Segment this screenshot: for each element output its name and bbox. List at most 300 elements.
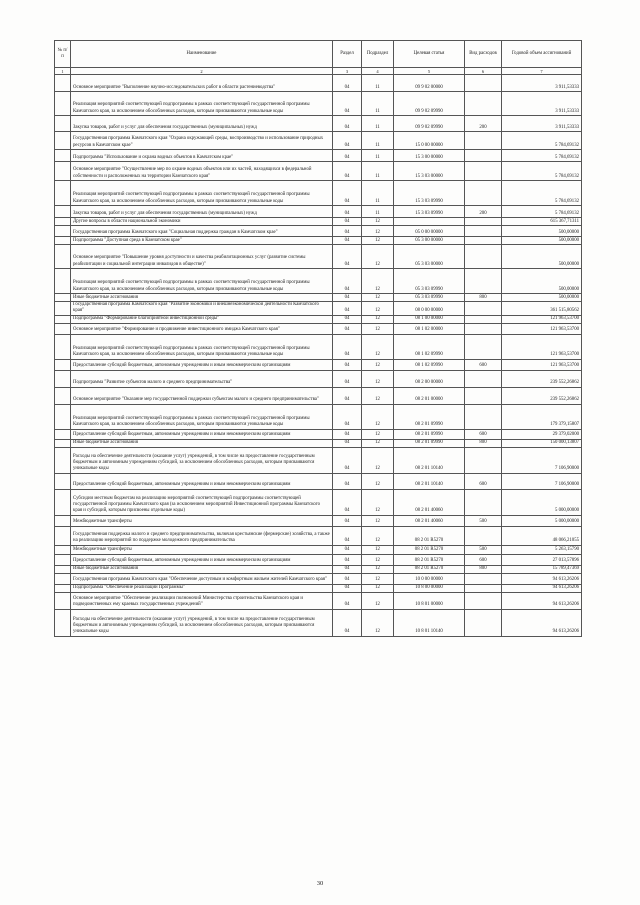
row-expense-type bbox=[465, 218, 502, 226]
row-podrazdel: 12 bbox=[362, 226, 394, 237]
header-podrazdel: Подраздел bbox=[362, 41, 394, 68]
row-expense-type bbox=[465, 162, 502, 181]
column-number: 4 bbox=[362, 68, 394, 75]
row-razdel: 04 bbox=[333, 237, 362, 245]
row-podrazdel: 11 bbox=[362, 116, 394, 132]
row-razdel: 04 bbox=[333, 489, 362, 515]
column-number: 6 bbox=[465, 68, 502, 75]
row-number bbox=[55, 150, 71, 162]
row-expense-type: 600 bbox=[465, 359, 502, 370]
row-expense-type: 200 bbox=[465, 116, 502, 132]
row-expense-type bbox=[465, 609, 502, 636]
row-amount: 239 552,26862 bbox=[502, 370, 582, 387]
row-amount: 500,00000 bbox=[502, 226, 582, 237]
row-name: Предоставление субсидий бюджетным, автономным учреждениям и иным некоммерческим организациям bbox=[71, 359, 333, 370]
row-number bbox=[55, 75, 71, 92]
row-amount: 121 963,53700 bbox=[502, 323, 582, 334]
row-target-article: 08 2 01 09990 bbox=[394, 439, 465, 447]
row-podrazdel: 12 bbox=[362, 573, 394, 584]
row-target-article: 08 2 01 R5270 bbox=[394, 545, 465, 554]
row-target-article: 15 3 03 00000 bbox=[394, 162, 465, 181]
row-name: Реализация мероприятий соответствующей подпрограммы в рамках соответствующей государственной программы Камчатского края, за исключением обособленных расходов, которым присваиваются уникальные коды bbox=[71, 334, 333, 359]
table-row bbox=[55, 226, 582, 237]
table-row bbox=[55, 315, 582, 323]
row-target-article: 10 8 00 00000 bbox=[394, 584, 465, 592]
table-row bbox=[55, 489, 582, 515]
row-target-article: 08 2 01 40060 bbox=[394, 489, 465, 515]
header-target-article: Целевая статья bbox=[394, 41, 465, 68]
row-amount: 5 784,69132 bbox=[502, 132, 582, 150]
table-row bbox=[55, 526, 582, 545]
row-podrazdel: 12 bbox=[362, 489, 394, 515]
row-amount: 500,00000 bbox=[502, 269, 582, 294]
row-amount: 48 066,21055 bbox=[502, 526, 582, 545]
table-row bbox=[55, 302, 582, 316]
row-name: Основное мероприятие "Осуществление мер по охране водных объектов или их частей, находящихся в федеральной собственности и расположенных на территории Камчатского края" bbox=[71, 162, 333, 181]
row-razdel: 04 bbox=[333, 545, 362, 554]
row-amount: 361 515,80562 bbox=[502, 302, 582, 316]
row-amount: 3 911,53333 bbox=[502, 116, 582, 132]
row-name: Основное мероприятие "Выполнение научно-исследовательских работ в области растениеводства" bbox=[71, 75, 333, 92]
row-target-article: 08 1 00 00000 bbox=[394, 315, 465, 323]
row-target-article: 08 0 00 00000 bbox=[394, 302, 465, 316]
row-number bbox=[55, 526, 71, 545]
row-razdel: 04 bbox=[333, 439, 362, 447]
table-row bbox=[55, 370, 582, 387]
row-expense-type bbox=[465, 245, 502, 269]
row-razdel: 04 bbox=[333, 323, 362, 334]
row-target-article: 08 2 01 40060 bbox=[394, 515, 465, 526]
table-row bbox=[55, 116, 582, 132]
table-row bbox=[55, 218, 582, 226]
row-razdel: 04 bbox=[333, 515, 362, 526]
row-expense-type bbox=[465, 526, 502, 545]
row-target-article: 05 3 03 00000 bbox=[394, 245, 465, 269]
header-name: Наименование bbox=[71, 41, 333, 68]
row-name: Расходы на обеспечение деятельности (оказание услуг) учреждений, в том числе на предоставление государственным бюджетным и автономным учреждениям субсидий, за исключением обособленных расходов, которым присваиваются уникальные коды bbox=[71, 447, 333, 473]
row-expense-type bbox=[465, 573, 502, 584]
row-number bbox=[55, 323, 71, 334]
column-number: 3 bbox=[333, 68, 362, 75]
row-number bbox=[55, 226, 71, 237]
row-name: Подпрограмма "Формирование благоприятной инвестиционной среды" bbox=[71, 315, 333, 323]
row-target-article: 09 9 02 00000 bbox=[394, 75, 465, 92]
table-row bbox=[55, 404, 582, 429]
row-name: Иные бюджетные ассигнования bbox=[71, 439, 333, 447]
row-target-article: 10 8 01 10140 bbox=[394, 609, 465, 636]
row-podrazdel: 12 bbox=[362, 429, 394, 439]
header-number: № п/п bbox=[55, 41, 71, 68]
row-podrazdel: 12 bbox=[362, 515, 394, 526]
row-number bbox=[55, 404, 71, 429]
table-row bbox=[55, 269, 582, 294]
row-target-article: 08 2 01 R5270 bbox=[394, 565, 465, 573]
row-razdel: 04 bbox=[333, 592, 362, 609]
row-podrazdel: 12 bbox=[362, 269, 394, 294]
table-row bbox=[55, 473, 582, 489]
row-podrazdel: 12 bbox=[362, 473, 394, 489]
row-name: Другие вопросы в области национальной экономики bbox=[71, 218, 333, 226]
row-expense-type bbox=[465, 237, 502, 245]
row-number bbox=[55, 473, 71, 489]
row-name: Реализация мероприятий соответствующей подпрограммы в рамках соответствующей государственной программы Камчатского края, за исключением обособленных расходов, которым присваиваются уникальные коды bbox=[71, 404, 333, 429]
row-expense-type: 600 bbox=[465, 554, 502, 565]
header-expense-type: Вид расходов bbox=[465, 41, 502, 68]
row-name: Субсидии местным бюджетам на реализацию мероприятий соответствующей подпрограммы соответствующей государственной программы Камчатского края (за исключением мероприятий Инвестиционной программы Камчатского края и субсидий, которым присвоены отдельные коды) bbox=[71, 489, 333, 515]
table-row bbox=[55, 565, 582, 573]
row-number bbox=[55, 92, 71, 116]
row-name: Предоставление субсидий бюджетным, автономным учреждениям и иным некоммерческим организациям bbox=[71, 429, 333, 439]
row-razdel: 04 bbox=[333, 387, 362, 404]
row-razdel: 04 bbox=[333, 447, 362, 473]
row-podrazdel: 12 bbox=[362, 554, 394, 565]
row-number bbox=[55, 302, 71, 316]
row-number bbox=[55, 116, 71, 132]
row-target-article: 08 2 01 10140 bbox=[394, 447, 465, 473]
row-podrazdel: 12 bbox=[362, 237, 394, 245]
row-target-article: 09 9 02 09990 bbox=[394, 116, 465, 132]
row-podrazdel: 11 bbox=[362, 181, 394, 206]
row-expense-type bbox=[465, 181, 502, 206]
row-razdel: 04 bbox=[333, 565, 362, 573]
row-expense-type bbox=[465, 404, 502, 429]
row-target-article: 08 2 00 00000 bbox=[394, 370, 465, 387]
row-number bbox=[55, 429, 71, 439]
row-expense-type bbox=[465, 584, 502, 592]
row-amount: 121 963,53700 bbox=[502, 359, 582, 370]
row-name: Иные бюджетные ассигнования bbox=[71, 565, 333, 573]
row-number bbox=[55, 334, 71, 359]
row-podrazdel: 11 bbox=[362, 132, 394, 150]
table-row bbox=[55, 206, 582, 218]
row-number bbox=[55, 206, 71, 218]
row-amount: 5 784,69132 bbox=[502, 206, 582, 218]
row-podrazdel: 12 bbox=[362, 334, 394, 359]
row-name: Предоставление субсидий бюджетным, автономным учреждениям и иным некоммерческим организациям bbox=[71, 554, 333, 565]
header-razdel: Раздел bbox=[333, 41, 362, 68]
row-amount: 27 013,57896 bbox=[502, 554, 582, 565]
row-podrazdel: 12 bbox=[362, 387, 394, 404]
row-amount: 5 000,00000 bbox=[502, 515, 582, 526]
row-expense-type bbox=[465, 323, 502, 334]
row-razdel: 04 bbox=[333, 116, 362, 132]
table-row bbox=[55, 515, 582, 526]
row-name: Государственная поддержка малого и среднего предпринимательства, включая крестьянские (фермерские) хозяйства, а также на реализацию мероприятий по поддержке молодежного предпринимательства bbox=[71, 526, 333, 545]
column-number: 2 bbox=[71, 68, 333, 75]
row-podrazdel: 12 bbox=[362, 315, 394, 323]
row-amount: 7 106,90000 bbox=[502, 447, 582, 473]
row-razdel: 04 bbox=[333, 370, 362, 387]
row-amount: 3 911,53333 bbox=[502, 75, 582, 92]
row-number bbox=[55, 584, 71, 592]
row-name: Государственная программа Камчатского края "Обеспечение доступным и комфортным жильем жителей Камчатского края" bbox=[71, 573, 333, 584]
row-amount: 7 106,90000 bbox=[502, 473, 582, 489]
table-row bbox=[55, 181, 582, 206]
row-number bbox=[55, 181, 71, 206]
row-number bbox=[55, 489, 71, 515]
row-target-article: 08 2 01 10140 bbox=[394, 473, 465, 489]
row-podrazdel: 12 bbox=[362, 323, 394, 334]
row-podrazdel: 12 bbox=[362, 592, 394, 609]
column-number: 7 bbox=[502, 68, 582, 75]
row-amount: 5 000,00000 bbox=[502, 489, 582, 515]
row-number bbox=[55, 269, 71, 294]
table-row bbox=[55, 584, 582, 592]
row-razdel: 04 bbox=[333, 75, 362, 92]
row-razdel: 04 bbox=[333, 609, 362, 636]
table-row bbox=[55, 245, 582, 269]
row-target-article: 08 1 02 09990 bbox=[394, 359, 465, 370]
row-expense-type bbox=[465, 132, 502, 150]
row-target-article: 05 3 00 00000 bbox=[394, 237, 465, 245]
row-expense-type: 800 bbox=[465, 565, 502, 573]
row-number bbox=[55, 573, 71, 584]
table-row bbox=[55, 75, 582, 92]
row-expense-type bbox=[465, 269, 502, 294]
row-expense-type bbox=[465, 315, 502, 323]
row-target-article: 08 1 02 09990 bbox=[394, 334, 465, 359]
row-podrazdel: 12 bbox=[362, 447, 394, 473]
row-razdel: 04 bbox=[333, 473, 362, 489]
row-podrazdel: 12 bbox=[362, 302, 394, 316]
row-razdel: 04 bbox=[333, 226, 362, 237]
row-name: Предоставление субсидий бюджетным, автономным учреждениям и иным некоммерческим организациям bbox=[71, 473, 333, 489]
row-podrazdel: 12 bbox=[362, 609, 394, 636]
row-amount: 5 784,69132 bbox=[502, 162, 582, 181]
table-row bbox=[55, 132, 582, 150]
row-razdel: 04 bbox=[333, 573, 362, 584]
table-row bbox=[55, 323, 582, 334]
row-podrazdel: 12 bbox=[362, 565, 394, 573]
row-name: Реализация мероприятий соответствующей подпрограммы в рамках соответствующей государственной программы Камчатского края, за исключением обособленных расходов, которым присваиваются уникальные коды bbox=[71, 181, 333, 206]
row-razdel: 04 bbox=[333, 584, 362, 592]
row-amount: 239 552,26862 bbox=[502, 387, 582, 404]
row-podrazdel: 11 bbox=[362, 150, 394, 162]
row-number bbox=[55, 132, 71, 150]
row-podrazdel: 11 bbox=[362, 162, 394, 181]
row-razdel: 04 bbox=[333, 206, 362, 218]
row-razdel: 04 bbox=[333, 269, 362, 294]
row-podrazdel: 12 bbox=[362, 370, 394, 387]
row-number bbox=[55, 359, 71, 370]
row-amount: 179 379,15807 bbox=[502, 404, 582, 429]
row-number bbox=[55, 592, 71, 609]
row-podrazdel: 12 bbox=[362, 294, 394, 302]
row-amount: 500,00000 bbox=[502, 294, 582, 302]
row-razdel: 04 bbox=[333, 181, 362, 206]
row-razdel: 04 bbox=[333, 526, 362, 545]
row-number bbox=[55, 370, 71, 387]
row-name: Реализация мероприятий соответствующей подпрограммы в рамках соответствующей государственной программы Камчатского края, за исключением обособленных расходов, которым присваиваются уникальные коды bbox=[71, 269, 333, 294]
row-expense-type: 800 bbox=[465, 294, 502, 302]
row-target-article: 15 3 00 00000 bbox=[394, 150, 465, 162]
row-target-article: 15 3 03 09990 bbox=[394, 206, 465, 218]
row-number bbox=[55, 565, 71, 573]
table-row bbox=[55, 359, 582, 370]
row-razdel: 04 bbox=[333, 404, 362, 429]
row-podrazdel: 11 bbox=[362, 75, 394, 92]
row-name: Основное мероприятие "Повышение уровня доступности и качества реабилитационных услуг (развитие системы реабилитации и социальной интеграции инвалидов в обществе)" bbox=[71, 245, 333, 269]
row-target-article: 08 2 01 R5270 bbox=[394, 526, 465, 545]
row-name: Государственная программа Камчатского края "Социальная поддержка граждан в Камчатском крае" bbox=[71, 226, 333, 237]
row-amount: 5 784,69132 bbox=[502, 181, 582, 206]
row-number bbox=[55, 237, 71, 245]
row-razdel: 04 bbox=[333, 162, 362, 181]
table-row bbox=[55, 387, 582, 404]
table-row bbox=[55, 150, 582, 162]
row-number bbox=[55, 545, 71, 554]
row-number bbox=[55, 387, 71, 404]
row-name: Межбюджетные трансферты bbox=[71, 545, 333, 554]
row-number bbox=[55, 294, 71, 302]
row-razdel: 04 bbox=[333, 429, 362, 439]
row-target-article: 15 3 03 09990 bbox=[394, 181, 465, 206]
row-target-article: 08 2 01 09990 bbox=[394, 404, 465, 429]
row-podrazdel: 12 bbox=[362, 526, 394, 545]
row-name: Подпрограмма "Развитие субъектов малого и среднего предпринимательства" bbox=[71, 370, 333, 387]
row-podrazdel: 12 bbox=[362, 359, 394, 370]
row-target-article: 05 3 03 09990 bbox=[394, 294, 465, 302]
column-number: 1 bbox=[55, 68, 71, 75]
row-expense-type: 600 bbox=[465, 429, 502, 439]
row-expense-type bbox=[465, 92, 502, 116]
row-target-article: 05 3 03 09990 bbox=[394, 269, 465, 294]
row-expense-type bbox=[465, 302, 502, 316]
table-row bbox=[55, 429, 582, 439]
row-expense-type bbox=[465, 150, 502, 162]
row-amount: 15 789,47369 bbox=[502, 565, 582, 573]
row-expense-type bbox=[465, 334, 502, 359]
row-name: Основное мероприятие "Формирование и продвижение инвестиционного имиджа Камчатского края" bbox=[71, 323, 333, 334]
row-razdel: 04 bbox=[333, 92, 362, 116]
row-podrazdel: 12 bbox=[362, 218, 394, 226]
column-number: 5 bbox=[394, 68, 465, 75]
row-name: Подпрограмма "Обеспечение реализации Программы" bbox=[71, 584, 333, 592]
row-name: Иные бюджетные ассигнования bbox=[71, 294, 333, 302]
row-expense-type bbox=[465, 592, 502, 609]
table-row bbox=[55, 573, 582, 584]
row-expense-type: 800 bbox=[465, 439, 502, 447]
row-amount: 94 613,26206 bbox=[502, 609, 582, 636]
table-body bbox=[55, 75, 582, 637]
row-target-article bbox=[394, 218, 465, 226]
row-amount: 94 613,26206 bbox=[502, 573, 582, 584]
row-amount: 121 963,53700 bbox=[502, 315, 582, 323]
row-amount: 615 367,71311 bbox=[502, 218, 582, 226]
row-name: Подпрограмма "Доступная среда в Камчатском крае" bbox=[71, 237, 333, 245]
row-number bbox=[55, 554, 71, 565]
table-row bbox=[55, 592, 582, 609]
row-expense-type bbox=[465, 370, 502, 387]
row-razdel: 04 bbox=[333, 245, 362, 269]
row-name: Основное мероприятие "Оказание мер государственной поддержки субъектам малого и среднего предпринимательства" bbox=[71, 387, 333, 404]
row-podrazdel: 12 bbox=[362, 245, 394, 269]
row-podrazdel: 11 bbox=[362, 206, 394, 218]
row-expense-type bbox=[465, 489, 502, 515]
row-target-article: 05 0 00 00000 bbox=[394, 226, 465, 237]
row-name: Закупка товаров, работ и услуг для обеспечения государственных (муниципальных) нужд bbox=[71, 206, 333, 218]
row-target-article: 10 8 01 00000 bbox=[394, 592, 465, 609]
row-razdel: 04 bbox=[333, 218, 362, 226]
row-name: Межбюджетные трансферты bbox=[71, 515, 333, 526]
row-razdel: 04 bbox=[333, 132, 362, 150]
row-razdel: 04 bbox=[333, 302, 362, 316]
row-name: Основное мероприятие "Обеспечение реализации полномочий Министерства строительства Камчатского края и подведомственных ему краевых государственных учреждений" bbox=[71, 592, 333, 609]
row-number bbox=[55, 609, 71, 636]
table-row bbox=[55, 294, 582, 302]
row-name: Государственная программа Камчатского края "Развитие экономики и внешнеэкономической деятельности Камчатского края" bbox=[71, 302, 333, 316]
row-name: Расходы на обеспечение деятельности (оказание услуг) учреждений, в том числе на предоставление государственным бюджетным и автономным учреждениям субсидий, за исключением обособленных расходов, которым присваиваются уникальные коды bbox=[71, 609, 333, 636]
row-podrazdel: 12 bbox=[362, 545, 394, 554]
row-razdel: 04 bbox=[333, 359, 362, 370]
row-podrazdel: 11 bbox=[362, 92, 394, 116]
row-amount: 94 613,26206 bbox=[502, 584, 582, 592]
table-row bbox=[55, 237, 582, 245]
row-podrazdel: 12 bbox=[362, 404, 394, 429]
row-number bbox=[55, 245, 71, 269]
header-annual-amount: Годовой объем ассигнований bbox=[502, 41, 582, 68]
budget-table bbox=[54, 40, 582, 637]
row-amount: 121 963,53700 bbox=[502, 334, 582, 359]
row-target-article: 10 0 00 00000 bbox=[394, 573, 465, 584]
row-target-article: 15 0 00 00000 bbox=[394, 132, 465, 150]
table-row bbox=[55, 609, 582, 636]
row-name: Закупка товаров, работ и услуг для обеспечения государственных (муниципальных) нужд bbox=[71, 116, 333, 132]
page-number: 30 bbox=[316, 880, 324, 887]
row-number bbox=[55, 439, 71, 447]
table-row bbox=[55, 447, 582, 473]
row-name: Реализация мероприятий соответствующей подпрограммы в рамках соответствующей государственной программы Камчатского края, за исключением обособленных расходов, которым присваиваются уникальные коды bbox=[71, 92, 333, 116]
row-target-article: 08 2 01 09990 bbox=[394, 429, 465, 439]
row-razdel: 04 bbox=[333, 554, 362, 565]
row-razdel: 04 bbox=[333, 334, 362, 359]
row-expense-type: 500 bbox=[465, 545, 502, 554]
row-expense-type: 500 bbox=[465, 515, 502, 526]
row-amount: 500,00000 bbox=[502, 245, 582, 269]
row-amount: 29 379,02000 bbox=[502, 429, 582, 439]
row-razdel: 04 bbox=[333, 294, 362, 302]
row-number bbox=[55, 162, 71, 181]
table-row bbox=[55, 439, 582, 447]
table-row bbox=[55, 554, 582, 565]
table-row bbox=[55, 92, 582, 116]
row-expense-type bbox=[465, 387, 502, 404]
row-razdel: 04 bbox=[333, 315, 362, 323]
column-number-row bbox=[55, 68, 582, 75]
table-row bbox=[55, 162, 582, 181]
row-target-article: 08 1 02 00000 bbox=[394, 323, 465, 334]
row-razdel: 04 bbox=[333, 150, 362, 162]
row-target-article: 09 9 02 09990 bbox=[394, 92, 465, 116]
row-amount: 500,00000 bbox=[502, 237, 582, 245]
row-expense-type bbox=[465, 226, 502, 237]
row-target-article: 08 2 01 00000 bbox=[394, 387, 465, 404]
row-number bbox=[55, 515, 71, 526]
row-amount: 150 000,13807 bbox=[502, 439, 582, 447]
row-podrazdel: 12 bbox=[362, 439, 394, 447]
row-expense-type: 200 bbox=[465, 206, 502, 218]
row-expense-type bbox=[465, 75, 502, 92]
row-amount: 5 784,69132 bbox=[502, 150, 582, 162]
table-header-row bbox=[55, 41, 582, 68]
row-number bbox=[55, 447, 71, 473]
row-expense-type bbox=[465, 447, 502, 473]
row-amount: 94 613,26206 bbox=[502, 592, 582, 609]
row-amount: 3 911,53333 bbox=[502, 92, 582, 116]
row-amount: 5 263,15790 bbox=[502, 545, 582, 554]
row-expense-type: 600 bbox=[465, 473, 502, 489]
row-number bbox=[55, 218, 71, 226]
